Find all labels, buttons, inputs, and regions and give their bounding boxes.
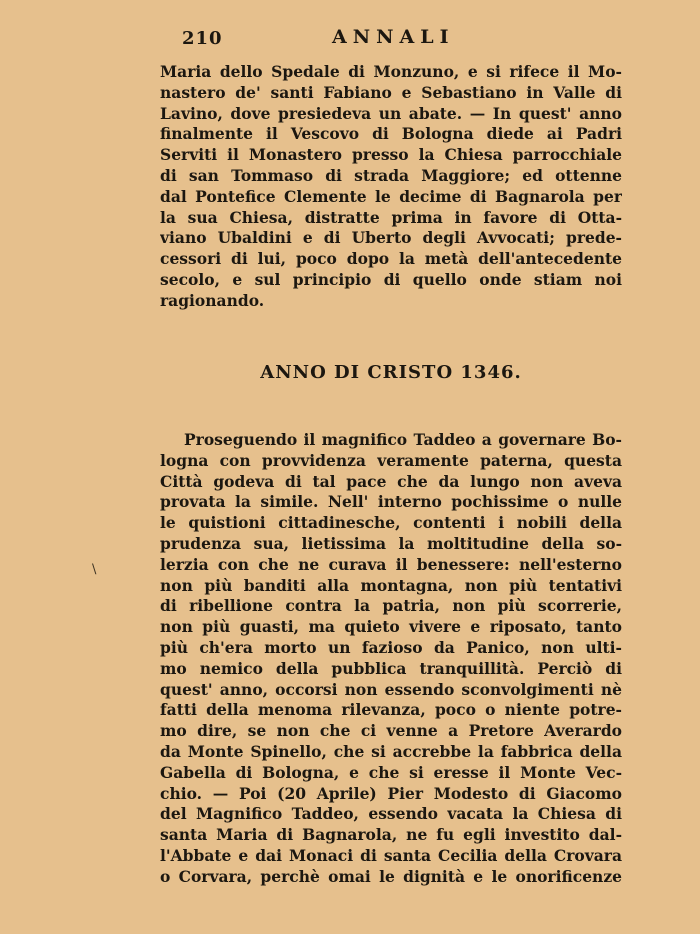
text-line: fatti della menoma rilevanza, poco o niente potre- (160, 700, 622, 720)
text-line: chio. — Poi (20 Aprile) Pier Modesto di Giacomo (160, 783, 622, 803)
continued-paragraph (160, 62, 622, 312)
text-line: mo nemico della pubblica tranquillità. Perciò di (160, 658, 622, 678)
text-line: Gabella di Bologna, e che si eresse il Monte Vec- (160, 762, 622, 782)
main-paragraph (160, 430, 622, 888)
text-line: più ch'era morto un fazioso da Panico, non ulti- (160, 637, 622, 657)
text-line: santa Maria di Bagnarola, ne fu egli investito dal- (160, 825, 622, 845)
text-line: la sua Chiesa, distratte prima in favore di Otta- (160, 207, 622, 227)
text-line: secolo, e sul principio di quello onde stiam noi (160, 269, 622, 289)
text-line: finalmente il Vescovo di Bologna diede ai Padri (160, 124, 622, 144)
text-line: Serviti il Monastero presso la Chiesa parrocchiale (160, 145, 622, 165)
text-line: Proseguendo il magnifico Taddeo a governare Bo- (184, 430, 622, 449)
running-title: ANNALI (332, 26, 455, 48)
text-line: Città godeva di tal pace che da lungo non aveva (160, 471, 622, 491)
text-line: non più guasti, ma quieto vivere e riposato, tanto (160, 617, 622, 637)
text-line: cessori di lui, poco dopo la metà dell'antecedente (160, 249, 622, 269)
text-line: non più banditi alla montagna, non più tentativi (160, 575, 622, 595)
text-line: logna con provvidenza veramente paterna, questa (160, 450, 622, 470)
text-line: di san Tommaso di strada Maggiore; ed ottenne (160, 165, 622, 185)
text-line: viano Ubaldini e di Uberto degli Avvocati; prede- (160, 228, 622, 248)
text-line: di ribellione contra la patria, non più scorrerie, (160, 596, 622, 616)
page-number: 210 (182, 28, 223, 49)
text-line: provata la simile. Nell' interno pochissime o nulle (160, 492, 622, 512)
text-line: o Corvara, perchè omai le dignità e le onorificenze (160, 866, 622, 886)
text-line: nastero de' santi Fabiano e Sebastiano in Valle di (160, 82, 622, 102)
text-line: ragionando. (160, 290, 265, 310)
text-line: l'Abbate e dai Monaci di santa Cecilia della Crovara (160, 845, 622, 865)
text-line: da Monte Spinello, che si accrebbe la fabbrica della (160, 741, 622, 761)
page-header (160, 24, 630, 54)
text-line: mo dire, se non che ci venne a Pretore Averardo (160, 721, 622, 741)
text-line: dal Pontefice Clemente le decime di Bagnarola per (160, 186, 622, 206)
text-line: prudenza sua, lietissima la moltitudine della so- (160, 533, 622, 553)
text-line: quest' anno, occorsi non essendo sconvolgimenti nè (160, 679, 622, 699)
text-line: Maria dello Spedale di Monzuno, e si rifece il Mo- (160, 62, 622, 81)
text-line: lerzia con che ne curava il benessere: nell'esterno (160, 554, 622, 574)
section-heading: ANNO DI CRISTO 1346. (260, 362, 522, 383)
text-line: Lavino, dove presiedeva un abate. — In quest' anno (160, 103, 622, 123)
margin-mark: \ (92, 562, 97, 577)
text-line: le quistioni cittadinesche, contenti i nobili della (160, 513, 622, 533)
text-line: del Magnifico Taddeo, essendo vacata la Chiesa di (160, 804, 622, 824)
